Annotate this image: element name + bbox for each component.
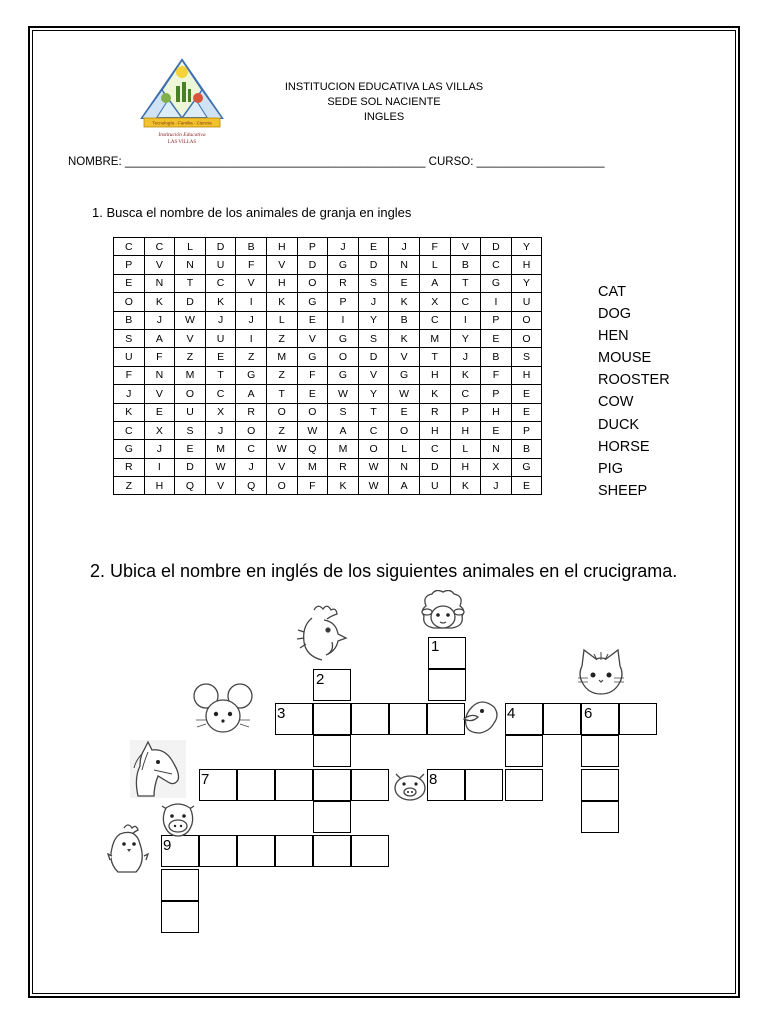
word-search-cell[interactable]: B (236, 238, 267, 256)
word-search-row (114, 458, 542, 476)
word-search-cell[interactable]: K (389, 329, 420, 347)
word-search-row (114, 348, 542, 366)
word-search-cell[interactable]: V (175, 329, 206, 347)
word-search-cell[interactable]: J (205, 421, 236, 439)
crossword-cell[interactable] (313, 801, 351, 833)
word-search-cell[interactable]: G (114, 440, 145, 458)
crossword-cell[interactable] (427, 703, 465, 735)
word-search-cell[interactable]: T (450, 274, 481, 292)
crossword-cell[interactable] (581, 769, 619, 801)
word-search-cell[interactable]: Q (236, 477, 267, 495)
word-search-cell[interactable]: Q (297, 440, 328, 458)
word-list-item: CAT (598, 284, 626, 300)
word-search-cell[interactable]: D (205, 238, 236, 256)
crossword-cell[interactable] (465, 769, 503, 801)
word-search-cell[interactable]: U (114, 348, 145, 366)
word-search-cell[interactable]: C (144, 238, 175, 256)
word-search-cell[interactable]: E (511, 385, 542, 403)
word-search-cell[interactable]: V (266, 458, 297, 476)
word-search-cell[interactable]: S (358, 274, 389, 292)
word-search-cell[interactable]: E (114, 274, 145, 292)
word-search-cell[interactable]: D (175, 293, 206, 311)
word-search-cell[interactable]: J (481, 477, 512, 495)
word-search-cell[interactable]: W (266, 440, 297, 458)
crossword-cell[interactable] (237, 769, 275, 801)
crossword-cell[interactable] (237, 835, 275, 867)
word-search-cell[interactable]: F (297, 477, 328, 495)
word-search-cell[interactable]: H (266, 274, 297, 292)
word-search-cell[interactable]: S (175, 421, 206, 439)
name-field[interactable]: _______________________________________________ (124, 156, 426, 168)
word-search-cell[interactable]: H (481, 403, 512, 421)
question-1: 1. Busca el nombre de los animales de granja en ingles (92, 205, 412, 220)
crossword-cell[interactable] (581, 801, 619, 833)
word-search-cell[interactable]: E (511, 477, 542, 495)
word-search-cell[interactable]: G (328, 329, 359, 347)
word-search-cell[interactable]: N (175, 256, 206, 274)
crossword-cell[interactable] (619, 703, 657, 735)
word-search-cell[interactable]: T (175, 274, 206, 292)
word-search-cell[interactable]: S (358, 329, 389, 347)
word-search-row (114, 440, 542, 458)
word-list-item: MOUSE (598, 350, 652, 367)
word-search-cell[interactable]: F (419, 238, 450, 256)
word-search-cell[interactable]: V (144, 385, 175, 403)
word-search-cell[interactable]: P (450, 403, 481, 421)
word-search-cell[interactable]: J (144, 440, 175, 458)
svg-text:Institución Educativa: Institución Educativa (158, 132, 206, 138)
crossword-cell[interactable] (275, 835, 313, 867)
name-label: NOMBRE: (68, 156, 125, 168)
word-search-cell[interactable]: C (114, 238, 145, 256)
word-search-cell[interactable]: N (389, 256, 420, 274)
pig-icon (392, 770, 428, 802)
word-search-cell[interactable]: O (297, 274, 328, 292)
word-search-cell[interactable]: G (481, 274, 512, 292)
word-search-cell[interactable]: K (419, 385, 450, 403)
word-search-row (114, 293, 542, 311)
word-search-cell[interactable]: C (236, 440, 267, 458)
word-search-cell[interactable]: B (450, 256, 481, 274)
word-search-row (114, 403, 542, 421)
word-search-cell[interactable]: G (297, 293, 328, 311)
crossword-cell[interactable] (351, 769, 389, 801)
word-search-cell[interactable]: L (266, 311, 297, 329)
word-search-cell[interactable]: V (389, 348, 420, 366)
word-search-cell[interactable]: I (236, 329, 267, 347)
word-search-row (114, 421, 542, 439)
word-search-cell[interactable]: C (481, 256, 512, 274)
word-search-cell[interactable]: T (205, 366, 236, 384)
word-search-cell[interactable]: O (511, 329, 542, 347)
word-search-cell[interactable]: B (114, 311, 145, 329)
word-search-cell[interactable]: N (481, 440, 512, 458)
word-search-cell[interactable]: V (144, 256, 175, 274)
word-search-cell[interactable]: L (175, 238, 206, 256)
word-search-cell[interactable]: P (511, 421, 542, 439)
crossword-cell[interactable] (161, 901, 199, 933)
word-search-cell[interactable]: Z (236, 348, 267, 366)
word-search-cell[interactable]: J (328, 238, 359, 256)
horse-icon (130, 740, 186, 798)
word-search-cell[interactable]: K (114, 403, 145, 421)
word-search-cell[interactable]: X (481, 458, 512, 476)
word-search-cell[interactable]: C (205, 274, 236, 292)
word-search-cell[interactable]: V (236, 274, 267, 292)
subject-name: INGLES (363, 111, 405, 123)
word-search-cell[interactable]: J (236, 458, 267, 476)
word-search-row (114, 311, 542, 329)
duck-icon (462, 697, 502, 739)
word-search-cell[interactable]: G (297, 348, 328, 366)
word-search-cell[interactable]: W (297, 421, 328, 439)
crossword-cell[interactable] (199, 835, 237, 867)
word-search-cell[interactable]: F (297, 366, 328, 384)
word-search-cell[interactable]: X (419, 293, 450, 311)
crossword-number-6: 6 (584, 705, 593, 722)
word-search-cell[interactable]: S (511, 348, 542, 366)
question-2: 2. Ubica el nombre en inglés de los siguientes animales en el crucigrama. (90, 561, 678, 581)
word-search-cell[interactable]: D (358, 256, 389, 274)
word-search-cell[interactable]: R (236, 403, 267, 421)
word-search-cell[interactable]: U (205, 329, 236, 347)
word-search-cell[interactable]: K (144, 293, 175, 311)
word-search-cell[interactable]: H (419, 421, 450, 439)
word-search-cell[interactable]: H (266, 238, 297, 256)
word-search-cell[interactable]: C (450, 293, 481, 311)
word-search-row (114, 238, 542, 256)
crossword-cell[interactable] (543, 703, 581, 735)
word-search-cell[interactable]: N (144, 274, 175, 292)
word-search-cell[interactable]: A (144, 329, 175, 347)
word-search-cell[interactable]: K (450, 477, 481, 495)
word-search-cell[interactable]: Y (358, 311, 389, 329)
word-search-cell[interactable]: I (144, 458, 175, 476)
crossword-cell[interactable] (581, 735, 619, 767)
word-search-cell[interactable]: V (358, 366, 389, 384)
word-search-cell[interactable]: L (419, 256, 450, 274)
word-search-cell[interactable]: O (297, 403, 328, 421)
cow-icon (156, 798, 200, 838)
word-search-cell[interactable]: K (266, 293, 297, 311)
word-list-item: COW (598, 394, 634, 411)
word-search-cell[interactable]: W (328, 385, 359, 403)
word-search-cell[interactable]: E (205, 348, 236, 366)
crossword-cell[interactable] (428, 669, 466, 701)
word-search-cell[interactable]: K (389, 293, 420, 311)
word-search-cell[interactable]: H (419, 366, 450, 384)
word-search-cell[interactable]: V (297, 329, 328, 347)
word-search-cell[interactable]: Z (266, 329, 297, 347)
word-search-cell[interactable]: A (328, 421, 359, 439)
word-search-cell[interactable]: P (481, 311, 512, 329)
word-search-cell[interactable]: V (450, 238, 481, 256)
word-search-cell[interactable]: Z (266, 366, 297, 384)
word-search-cell[interactable]: U (511, 293, 542, 311)
word-search-cell[interactable]: J (114, 385, 145, 403)
word-search-cell[interactable]: T (419, 348, 450, 366)
word-search-cell[interactable]: M (175, 366, 206, 384)
word-search-grid (113, 237, 542, 495)
word-search-cell[interactable]: R (328, 274, 359, 292)
word-search-cell[interactable]: O (236, 421, 267, 439)
word-search-cell[interactable]: P (481, 385, 512, 403)
word-search-cell[interactable]: D (358, 348, 389, 366)
word-search-cell[interactable]: R (328, 458, 359, 476)
word-search-cell[interactable]: M (205, 440, 236, 458)
cat-icon (574, 646, 628, 698)
word-search-cell[interactable]: M (297, 458, 328, 476)
word-search-cell[interactable]: T (266, 385, 297, 403)
school-name: INSTITUCION EDUCATIVA LAS VILLAS (284, 81, 484, 93)
crossword-cell[interactable] (313, 769, 351, 801)
word-search-cell[interactable]: W (205, 458, 236, 476)
crossword-cell[interactable] (505, 769, 543, 801)
word-search-cell[interactable]: H (511, 256, 542, 274)
word-search-row (114, 385, 542, 403)
crossword-cell[interactable] (351, 703, 389, 735)
word-search-cell[interactable]: C (358, 421, 389, 439)
crossword-cell[interactable] (313, 835, 351, 867)
word-search-cell[interactable]: I (236, 293, 267, 311)
word-search-cell[interactable]: V (205, 477, 236, 495)
word-search-cell[interactable]: C (114, 421, 145, 439)
word-search-cell[interactable]: G (511, 458, 542, 476)
word-search-cell[interactable]: K (205, 293, 236, 311)
word-search-cell[interactable]: E (144, 403, 175, 421)
word-search-cell[interactable]: Z (114, 477, 145, 495)
word-search-cell[interactable]: P (328, 293, 359, 311)
word-search-cell[interactable]: E (481, 421, 512, 439)
word-search-cell[interactable]: N (389, 458, 420, 476)
word-search-row (114, 329, 542, 347)
word-search-cell[interactable]: D (297, 256, 328, 274)
word-search-cell[interactable]: C (450, 385, 481, 403)
word-search-cell[interactable]: H (144, 477, 175, 495)
word-search-cell[interactable]: Z (266, 421, 297, 439)
word-search-cell[interactable]: O (266, 477, 297, 495)
word-list-item: DUCK (598, 416, 640, 433)
word-search-cell[interactable]: E (358, 238, 389, 256)
word-search-cell[interactable]: O (511, 311, 542, 329)
word-search-cell[interactable]: U (175, 403, 206, 421)
word-search-row (114, 366, 542, 384)
word-search-cell[interactable]: G (328, 256, 359, 274)
mouse-icon (192, 680, 254, 738)
word-search-cell[interactable]: M (419, 329, 450, 347)
word-search-cell[interactable]: O (266, 403, 297, 421)
sheep-icon (418, 590, 468, 636)
crossword-number-2: 2 (316, 671, 325, 688)
word-search-cell[interactable]: K (450, 366, 481, 384)
word-search-cell[interactable]: U (205, 256, 236, 274)
word-search-cell[interactable]: U (419, 477, 450, 495)
word-search-cell[interactable]: Q (175, 477, 206, 495)
word-search-cell[interactable]: J (144, 311, 175, 329)
rooster-icon (294, 602, 352, 664)
crossword-number-4: 4 (507, 705, 516, 722)
word-search-cell[interactable]: V (266, 256, 297, 274)
word-search-cell[interactable]: B (511, 440, 542, 458)
student-info-line (68, 156, 605, 168)
word-search-cell[interactable]: X (144, 421, 175, 439)
word-search-cell[interactable]: J (450, 348, 481, 366)
word-search-cell[interactable]: W (175, 311, 206, 329)
word-search-cell[interactable]: I (328, 311, 359, 329)
crossword-number-7: 7 (201, 771, 210, 788)
word-search-cell[interactable]: A (419, 274, 450, 292)
word-list-item: PIG (598, 460, 623, 477)
word-list-item: ROOSTER (598, 372, 670, 389)
campus-name: SEDE SOL NACIENTE (327, 96, 441, 108)
crossword-cell[interactable] (275, 769, 313, 801)
word-search-cell[interactable]: O (389, 421, 420, 439)
word-search-cell[interactable]: A (389, 477, 420, 495)
word-list (598, 281, 670, 502)
crossword-cell[interactable] (313, 703, 351, 735)
word-search-cell[interactable]: E (297, 311, 328, 329)
word-search-cell[interactable]: F (481, 366, 512, 384)
word-search-cell[interactable]: C (205, 385, 236, 403)
word-search-cell[interactable]: M (328, 440, 359, 458)
word-search-cell[interactable]: F (236, 256, 267, 274)
word-search-cell[interactable]: G (236, 366, 267, 384)
word-search-cell[interactable]: O (175, 385, 206, 403)
word-search-cell[interactable]: S (114, 329, 145, 347)
word-search-cell[interactable]: J (358, 293, 389, 311)
word-search-cell[interactable]: E (389, 403, 420, 421)
crossword-cell[interactable] (389, 703, 427, 735)
course-field[interactable]: ____________________ (476, 156, 605, 168)
crossword-number-1: 1 (431, 638, 440, 655)
word-search-cell[interactable]: E (389, 274, 420, 292)
word-search-cell[interactable]: M (266, 348, 297, 366)
word-search-cell[interactable]: R (419, 403, 450, 421)
word-search-cell[interactable]: D (419, 458, 450, 476)
word-search-cell[interactable]: L (450, 440, 481, 458)
word-search-cell[interactable]: Y (511, 274, 542, 292)
word-search-cell[interactable]: C (419, 311, 450, 329)
word-search-cell[interactable]: J (205, 311, 236, 329)
word-search-cell[interactable]: H (450, 421, 481, 439)
word-search-cell[interactable]: J (389, 238, 420, 256)
word-search-cell[interactable]: D (481, 238, 512, 256)
word-search-cell[interactable]: X (205, 403, 236, 421)
crossword-number-8: 8 (429, 771, 438, 788)
word-search-cell[interactable]: T (358, 403, 389, 421)
word-list-item: HEN (598, 328, 629, 345)
word-search-cell[interactable]: J (236, 311, 267, 329)
school-logo (138, 56, 226, 148)
word-search-cell[interactable]: F (114, 366, 145, 384)
word-search-cell[interactable]: Y (450, 329, 481, 347)
hen-icon (106, 822, 150, 878)
word-search-cell[interactable]: H (450, 458, 481, 476)
word-search-cell[interactable]: R (114, 458, 145, 476)
word-search-cell[interactable]: Y (358, 385, 389, 403)
word-search-cell[interactable]: I (450, 311, 481, 329)
word-search-cell[interactable]: Z (175, 348, 206, 366)
word-search-cell[interactable]: E (175, 440, 206, 458)
word-search-cell[interactable]: E (297, 385, 328, 403)
word-search-row (114, 274, 542, 292)
document-header (230, 80, 538, 125)
word-search-cell[interactable]: E (481, 329, 512, 347)
word-search-cell[interactable]: P (114, 256, 145, 274)
word-search-cell[interactable]: D (175, 458, 206, 476)
crossword-cell[interactable] (351, 835, 389, 867)
crossword-cell[interactable] (505, 735, 543, 767)
word-search-cell[interactable]: W (389, 385, 420, 403)
word-search-cell[interactable]: G (328, 366, 359, 384)
crossword-number-9: 9 (163, 837, 172, 854)
crossword-cell[interactable] (161, 869, 199, 901)
word-search-cell[interactable]: S (328, 403, 359, 421)
word-list-item: SHEEP (598, 482, 648, 499)
word-search-cell[interactable]: Y (511, 238, 542, 256)
word-search-cell[interactable]: F (144, 348, 175, 366)
word-search-cell[interactable]: N (144, 366, 175, 384)
word-search-row (114, 256, 542, 274)
word-search-cell[interactable]: B (389, 311, 420, 329)
word-search-cell[interactable]: C (419, 440, 450, 458)
word-search-cell[interactable]: G (389, 366, 420, 384)
word-search-cell[interactable]: W (358, 477, 389, 495)
word-search-cell[interactable]: E (511, 403, 542, 421)
word-search-cell[interactable]: B (481, 348, 512, 366)
word-search-cell[interactable]: O (114, 293, 145, 311)
svg-text:LAS VILLAS: LAS VILLAS (167, 140, 197, 145)
word-search-cell[interactable]: A (236, 385, 267, 403)
word-search-cell[interactable]: H (511, 366, 542, 384)
word-search-cell[interactable]: W (358, 458, 389, 476)
word-search-cell[interactable]: O (328, 348, 359, 366)
crossword-cell[interactable] (313, 735, 351, 767)
word-search-cell[interactable]: P (297, 238, 328, 256)
word-list-item: DOG (598, 306, 632, 323)
word-search-cell[interactable]: L (389, 440, 420, 458)
word-search-cell[interactable]: I (481, 293, 512, 311)
crossword-number-3: 3 (277, 705, 286, 722)
word-list-item: HORSE (598, 438, 650, 455)
logo-motto: Tecnología - Familia - Ciencia (152, 120, 212, 126)
course-label: CURSO: (425, 156, 477, 168)
word-search-cell[interactable]: O (358, 440, 389, 458)
word-search-row (114, 477, 542, 495)
word-search-cell[interactable]: K (328, 477, 359, 495)
